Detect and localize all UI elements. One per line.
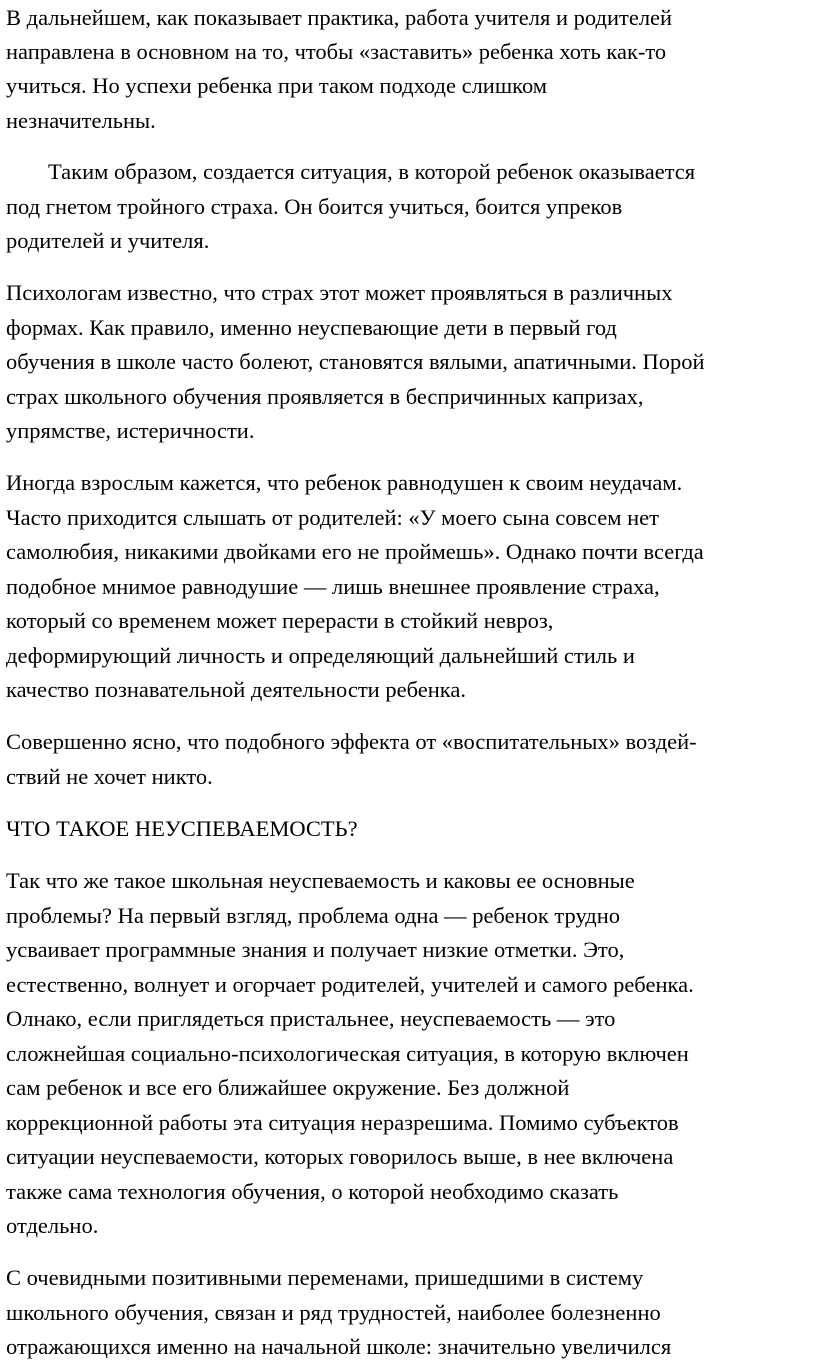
paragraph-7-line-3: отражающихся именно на начальной школе: значительно увеличился	[6, 1334, 672, 1359]
paragraph-5-line-1: Совершенно ясно, что подобного эффекта от «воспитательных» воздей-	[6, 729, 697, 754]
paragraph-6-line-3: усваивает программные знания и получает низкие отметки. Это,	[6, 937, 625, 962]
paragraph-6-line-11: отдельно.	[6, 1213, 99, 1238]
paragraph-6-line-8: коррекционной работы эта ситуация неразрешима. Помимо субъектов	[6, 1110, 679, 1135]
paragraph-4-line-1: Иногда взрослым кажется, что ребенок равнодушен к своим неудачам.	[6, 470, 683, 495]
paragraph-4-line-7: качество познавательной деятельности ребенка.	[6, 677, 466, 702]
paragraph-6-line-2: проблемы? На первый взгляд, проблема одна — ребенок трудно	[6, 903, 621, 928]
paragraph-4-line-2: Часто приходится слышать от родителей: «У моего сына совсем нет	[6, 505, 659, 530]
paragraph-3-line-5: упрямстве, истеричности.	[6, 418, 255, 443]
paragraph-4-line-6: деформирующий личность и определяющий дальнейший стиль и	[6, 643, 635, 668]
paragraph-3-line-1: Психологам известно, что страх этот может проявляться в различных	[6, 280, 673, 305]
paragraph-4-line-5: который со временем может перерасти в стойкий невроз,	[6, 608, 554, 633]
paragraph-4-line-3: самолюбия, никакими двойками его не проймешь». Однако почти всегда	[6, 539, 704, 564]
paragraph-3-line-2: формах. Как правило, именно неуспевающие дети в первый год	[6, 315, 617, 340]
paragraph-2-line-3: родителей и учителя.	[6, 228, 210, 253]
paragraph-7-line-2: школьного обучения, связан и ряд трудностей, наиболее болезненно	[6, 1300, 661, 1325]
paragraph-1-line-4: незначительны.	[6, 108, 156, 133]
paragraph-2-line-2: под гнетом тройного страха. Он боится учиться, боится упреков	[6, 194, 623, 219]
paragraph-6-line-10: также сама технология обучения, о которой необходимо сказать	[6, 1179, 619, 1204]
paragraph-7-line-1: С очевидными позитивными переменами, пришедшими в систему	[6, 1265, 644, 1290]
paragraph-4-line-4: подобное мнимое равнодушие — лишь внешнее проявление страха,	[6, 574, 660, 599]
paragraph-6-line-9: ситуации неуспеваемости, которых говорилось выше, в нее включена	[6, 1144, 674, 1169]
paragraph-2-line-1: Таким образом, создается ситуация, в которой ребенок оказывается	[48, 159, 696, 184]
paragraph-5-line-2: ствий не хочет никто.	[6, 764, 213, 789]
paragraph-3-line-4: страх школьного обучения проявляется в беспричинных капризах,	[6, 384, 644, 409]
section-heading: ЧТО ТАКОЕ НЕУСПЕВАЕМОСТЬ?	[6, 816, 358, 841]
paragraph-6-line-1: Так что же такое школьная неуспеваемость и каковы ее основные	[6, 868, 635, 893]
paragraph-1-line-1: В дальнейшем, как показывает практика, работа учителя и родителей	[6, 5, 673, 30]
paragraph-1-line-3: учиться. Но успехи ребенка при таком подходе слишком	[6, 73, 548, 98]
paragraph-6-line-7: сам ребенок и все его ближайшее окружение. Без должной	[6, 1075, 570, 1100]
paragraph-6-line-5: Олнако, если приглядеться пристальнее, неуспеваемость — это	[6, 1006, 616, 1031]
paragraph-3-line-3: обучения в школе часто болеют, становятся вялыми, апатичными. Порой	[6, 349, 705, 374]
paragraph-6-line-6: сложнейшая социально-психологическая ситуация, в которую включен	[6, 1041, 689, 1066]
paragraph-6-line-4: естественно, волнует и огорчает родителей, учителей и самого ребенка.	[6, 972, 694, 997]
paragraph-1-line-2: направлена в основном на то, чтобы «заставить» ребенка хоть как-то	[6, 39, 667, 64]
